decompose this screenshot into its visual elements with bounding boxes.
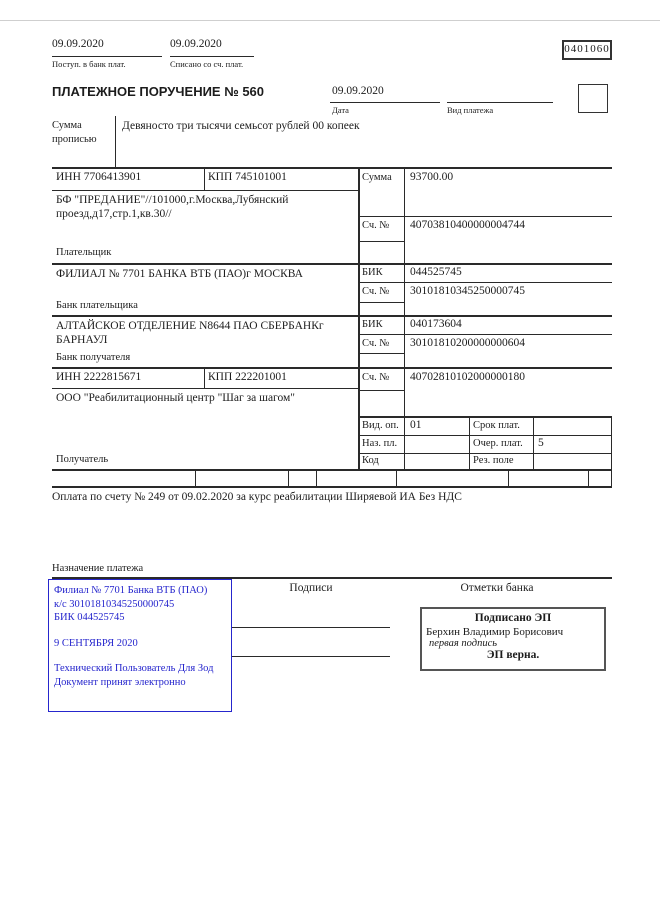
- received-date-label: Поступ. в банк плат.: [52, 59, 126, 69]
- amount-words-label-1: Сумма: [52, 120, 82, 131]
- op-type-label: Вид. оп.: [362, 420, 399, 431]
- payee-account-value: 40702810102000000180: [410, 371, 525, 383]
- stamp-accepted: Документ принят электронно: [54, 676, 186, 688]
- table-line: [358, 416, 612, 418]
- amount-words-label-2: прописью: [52, 134, 97, 145]
- page-top-edge: [0, 20, 660, 21]
- table-line: [358, 167, 360, 469]
- table-line: [204, 167, 205, 190]
- stamp-gap: [54, 650, 226, 662]
- payment-type-label: Вид платежа: [447, 105, 494, 115]
- amount-in-words: Девяносто три тысячи семьсот рублей 00 копеек: [122, 120, 360, 132]
- payment-type-underline: [447, 102, 553, 103]
- ep-verified: ЭП верна.: [486, 649, 540, 661]
- table-line: [358, 216, 612, 217]
- received-date: 09.09.2020: [52, 38, 104, 50]
- payee-bank-bik-label: БИК: [362, 319, 383, 330]
- payment-type-box: [578, 84, 608, 113]
- signature-line-1: [232, 627, 390, 628]
- bank-acceptance-stamp: [48, 579, 232, 712]
- payee-bank-bik-value: 040173604: [410, 318, 462, 330]
- debited-date: 09.09.2020: [170, 38, 222, 50]
- table-line: [52, 190, 358, 191]
- document-title: ПЛАТЕЖНОЕ ПОРУЧЕНИЕ № 560: [52, 84, 265, 99]
- signatures-header: Подписи: [289, 582, 333, 594]
- debited-date-label: Списано со сч. плат.: [170, 59, 244, 69]
- debited-date-underline: [170, 56, 254, 57]
- table-line: [52, 486, 612, 488]
- signature-line-2: [232, 656, 390, 657]
- payer-bank-account-label: Сч. №: [362, 286, 390, 297]
- table-line: [533, 416, 534, 469]
- document-date: 09.09.2020: [332, 85, 384, 97]
- ep-signer-name: Берхин Владимир Борисович: [426, 626, 564, 638]
- payer-name: БФ "ПРЕДАНИЕ"//101000,г.Москва,Лубянский проезд,д17,стр.1,кв.30//: [56, 194, 289, 220]
- payer-bank-name: ФИЛИАЛ № 7701 БАНКА ВТБ (ПАО)г МОСКВА: [56, 268, 303, 280]
- table-line: [358, 241, 404, 242]
- sum-label: Сумма: [362, 172, 392, 183]
- table-line: [404, 167, 405, 469]
- table-line: [52, 388, 358, 389]
- payer-bank-account-value: 30101810345250000745: [410, 285, 525, 297]
- purpose-text: Оплата по счету № 249 от 09.02.2020 за курс реабилитации Ширяевой ИА Без НДС: [52, 491, 462, 503]
- ep-signature-role: первая подпись: [429, 638, 498, 649]
- table-line: [358, 334, 612, 335]
- payee-bank-account-label: Сч. №: [362, 338, 390, 349]
- table-line: [52, 367, 612, 369]
- received-date-underline: [52, 56, 162, 57]
- table-line: [358, 353, 404, 354]
- ep-title: Подписано ЭП: [474, 612, 552, 624]
- table-line: [358, 453, 612, 454]
- table-line: [288, 469, 289, 488]
- table-line: [358, 302, 404, 303]
- table-line: [508, 469, 509, 488]
- payee-inn: ИНН 2222815671: [56, 371, 142, 383]
- payer-label: Плательщик: [56, 247, 112, 258]
- table-line: [358, 390, 404, 391]
- stamp-user: Технический Пользователь Для Зод: [54, 663, 214, 674]
- payer-bank-bik-value: 044525745: [410, 266, 462, 278]
- table-line: [195, 469, 196, 488]
- stamp-bik: БИК 044525745: [54, 612, 125, 623]
- bank-marks-header: Отметки банка: [460, 582, 534, 594]
- payer-account-label: Сч. №: [362, 220, 390, 231]
- payer-bank-label: Банк плательщика: [56, 300, 138, 311]
- table-line: [611, 416, 612, 488]
- payee-bank-label: Банк получателя: [56, 352, 131, 363]
- stamp-gap: [54, 625, 226, 637]
- form-code-box: [562, 40, 612, 60]
- payee-bank-account-value: 30101810200000000604: [410, 337, 525, 349]
- code-label: Код: [362, 455, 379, 466]
- amount-words-divider: [115, 116, 116, 167]
- payer-kpp: КПП 745101001: [208, 171, 287, 183]
- table-line: [52, 469, 612, 471]
- table-line: [204, 367, 205, 388]
- stamp-date: 9 СЕНТЯБРЯ 2020: [54, 637, 138, 649]
- payee-name: ООО "Реабилитационный центр "Шаг за шагом": [56, 392, 295, 404]
- table-line: [52, 167, 612, 169]
- op-type-value: 01: [410, 419, 422, 431]
- payee-label: Получатель: [56, 454, 109, 465]
- table-line: [358, 282, 612, 283]
- table-line: [52, 315, 612, 317]
- form-code: 0401060: [564, 43, 610, 55]
- electronic-signature-stamp: [420, 607, 606, 671]
- reserve-label: Рез. поле: [473, 455, 514, 466]
- table-line: [588, 469, 589, 488]
- date-underline: [330, 102, 440, 103]
- payee-bank-name: АЛТАЙСКОЕ ОТДЕЛЕНИЕ N8644 ПАО СБЕРБАНКг БАРНАУЛ: [56, 320, 324, 346]
- stamp-corr-account: к/с 30101810345250000745: [54, 598, 175, 610]
- table-line: [469, 416, 470, 469]
- due-date-label: Срок плат.: [473, 420, 520, 431]
- table-line: [396, 469, 397, 488]
- payee-account-label: Сч. №: [362, 372, 390, 383]
- stamp-bank-name: Филиал № 7701 Банка ВТБ (ПАО): [54, 585, 208, 596]
- order-label: Очер. плат.: [473, 438, 523, 449]
- table-line: [316, 469, 317, 488]
- table-line: [52, 263, 612, 265]
- sum-value: 93700.00: [410, 171, 454, 183]
- order-value: 5: [538, 437, 544, 449]
- payer-inn: ИНН 7706413901: [56, 171, 142, 183]
- payee-kpp: КПП 222201001: [208, 371, 287, 383]
- payer-bank-bik-label: БИК: [362, 267, 383, 278]
- purpose-code-label: Наз. пл.: [362, 438, 398, 449]
- table-line: [358, 435, 612, 436]
- purpose-label: Назначение платежа: [52, 563, 144, 574]
- date-label: Дата: [332, 105, 349, 115]
- payer-account-value: 40703810400000004744: [410, 219, 525, 231]
